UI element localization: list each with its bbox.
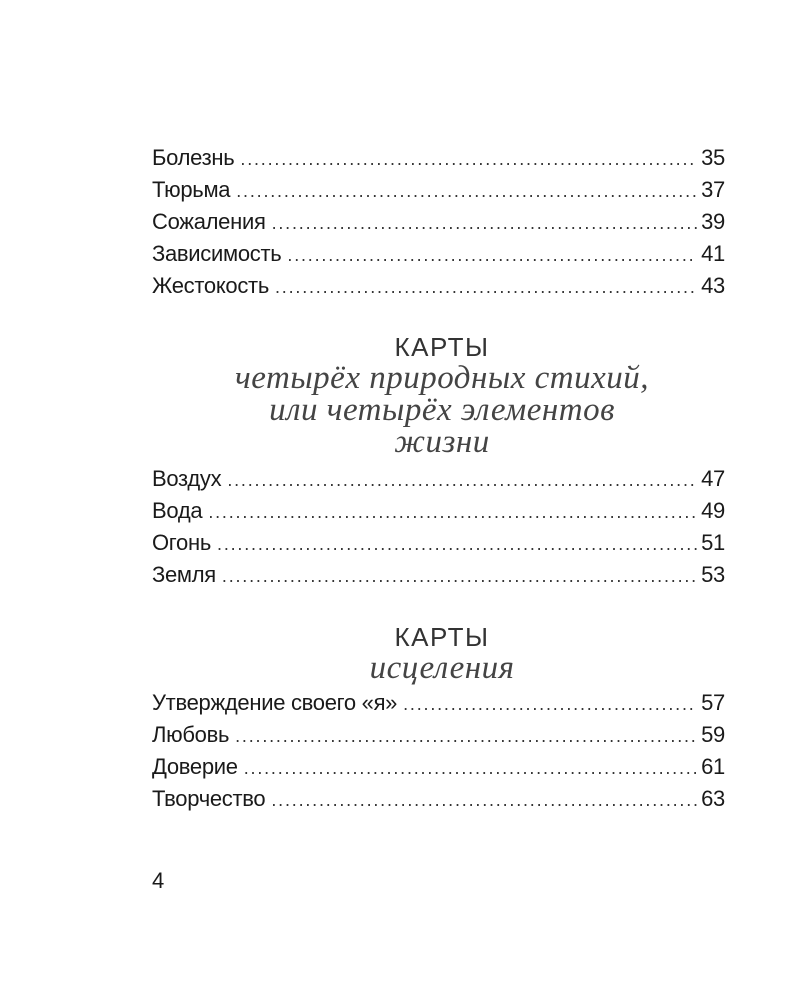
toc-entry[interactable] <box>152 145 725 177</box>
toc-leader-dots <box>287 245 697 266</box>
toc-entry-page: 51 <box>701 530 725 555</box>
toc-leader-dots <box>227 470 697 491</box>
toc-entry-page: 61 <box>701 754 725 779</box>
toc-entry-page: 35 <box>701 145 725 170</box>
toc-entry-title: Вода <box>152 498 203 523</box>
toc-leader-dots <box>222 566 697 587</box>
toc-entry-page: 63 <box>701 786 725 811</box>
toc-entry[interactable] <box>152 754 725 786</box>
toc-entry-title: Любовь <box>152 722 230 747</box>
toc-entry[interactable] <box>152 273 725 305</box>
toc-entry-page: 53 <box>701 562 725 587</box>
toc-entry-title: Земля <box>152 562 216 587</box>
toc-entry-page: 43 <box>701 273 725 298</box>
toc-leader-dots <box>235 726 697 747</box>
toc-entry-title: Болезнь <box>152 145 235 170</box>
toc-entry[interactable] <box>152 177 725 209</box>
toc-entry-page: 39 <box>701 209 725 234</box>
toc-entry[interactable] <box>152 209 725 241</box>
toc-entry[interactable] <box>152 690 725 722</box>
toc-leader-dots <box>208 502 697 523</box>
toc-leader-dots <box>403 694 697 715</box>
section-subtitle-line: жизни <box>394 424 490 460</box>
section-subtitle-line: исцеления <box>369 650 515 686</box>
page-number: 4 <box>152 868 165 893</box>
toc-leader-dots <box>217 534 697 555</box>
section-subtitle-line: или четырёх элементов <box>269 392 615 428</box>
toc-leader-dots <box>271 790 697 811</box>
toc-list-elements <box>152 466 725 594</box>
toc-entry-title: Зависимость <box>152 241 282 266</box>
section-heading-elements <box>152 332 732 458</box>
toc-list-top <box>152 145 725 305</box>
section-label: КАРТЫ <box>394 622 490 652</box>
toc-leader-dots <box>236 181 697 202</box>
toc-entry-title: Сожаления <box>152 209 266 234</box>
toc-entry[interactable] <box>152 562 725 594</box>
toc-entry-page: 57 <box>701 690 725 715</box>
toc-entry-title: Огонь <box>152 530 212 555</box>
toc-entry-page: 37 <box>701 177 725 202</box>
toc-entry[interactable] <box>152 530 725 562</box>
section-subtitle-line: четырёх природных стихий, <box>235 360 649 396</box>
toc-entry-title: Воздух <box>152 466 222 491</box>
toc-entry[interactable] <box>152 786 725 818</box>
toc-leader-dots <box>272 213 698 234</box>
toc-entry[interactable] <box>152 498 725 530</box>
toc-leader-dots <box>240 149 697 170</box>
toc-leader-dots <box>275 277 697 298</box>
toc-list-healing <box>152 690 725 818</box>
toc-entry-page: 49 <box>701 498 725 523</box>
toc-entry-page: 47 <box>701 466 725 491</box>
toc-entry-title: Жестокость <box>152 273 269 298</box>
toc-entry-title: Тюрьма <box>152 177 231 202</box>
toc-leader-dots <box>244 758 697 779</box>
toc-entry-page: 59 <box>701 722 725 747</box>
section-label: КАРТЫ <box>394 332 490 362</box>
toc-entry[interactable] <box>152 241 725 273</box>
section-heading-healing <box>152 622 732 684</box>
toc-entry-page: 41 <box>701 241 725 266</box>
toc-entry[interactable] <box>152 466 725 498</box>
toc-entry-title: Утверждение своего «я» <box>152 690 398 715</box>
toc-entry-title: Доверие <box>152 754 238 779</box>
toc-entry[interactable] <box>152 722 725 754</box>
toc-entry-title: Творчество <box>152 786 266 811</box>
